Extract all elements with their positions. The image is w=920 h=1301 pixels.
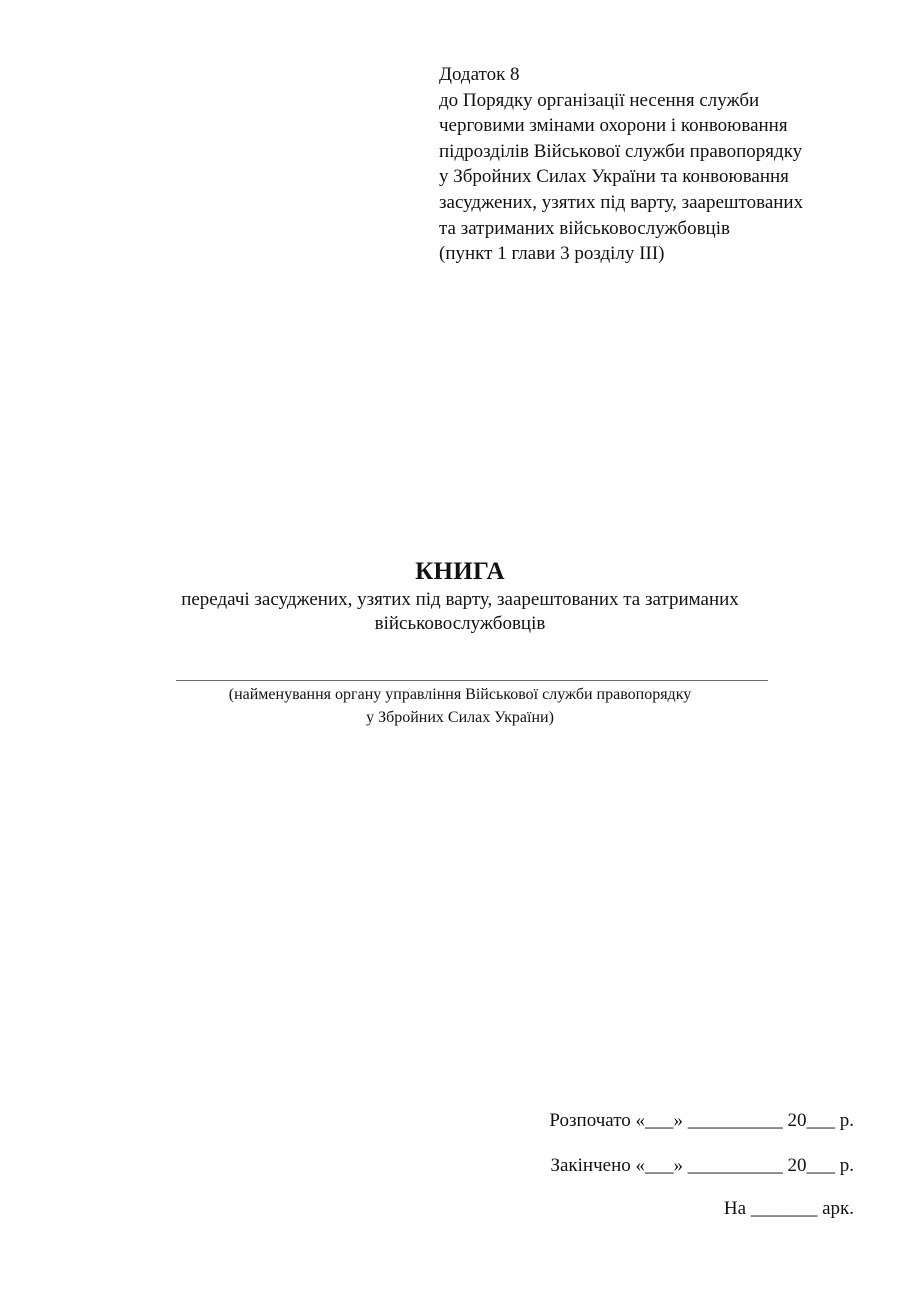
started-date-field: Розпочато «___» __________ 20___ р. [549, 1110, 854, 1131]
sheet-count-field: На _______ арк. [723, 1198, 854, 1219]
book-title-block [0, 556, 920, 636]
annex-line: підрозділів Військової служби правопорядку [439, 140, 803, 162]
finished-date-field: Закінчено «___» __________ 20___ р. [550, 1155, 854, 1176]
annex-line: (пункт 1 глави 3 розділу ІІІ) [439, 243, 665, 265]
organization-caption [0, 683, 920, 729]
annex-line: засуджених, узятих під варту, заарештованих [439, 191, 804, 213]
organization-caption-line: у Збройних Силах України) [366, 709, 554, 726]
annex-line: у Збройних Силах України та конвоювання [439, 166, 789, 188]
annex-line: черговими змінами охорони і конвоювання [439, 115, 788, 137]
book-subtitle-line: передачі засуджених, узятих під варту, заарештованих та затриманих [181, 589, 739, 610]
book-subtitle-line: військовослужбовців [374, 613, 546, 634]
book-title: КНИГА [415, 558, 505, 585]
annex-heading [439, 62, 899, 267]
organization-caption-line: (найменування органу управління Військової служби правопорядку [228, 686, 692, 703]
annex-line: Додаток 8 [439, 64, 520, 85]
annex-line: до Порядку організації несення служби [439, 89, 760, 111]
annex-line: та затриманих військовослужбовців [439, 217, 730, 239]
organization-name-line [176, 680, 768, 681]
